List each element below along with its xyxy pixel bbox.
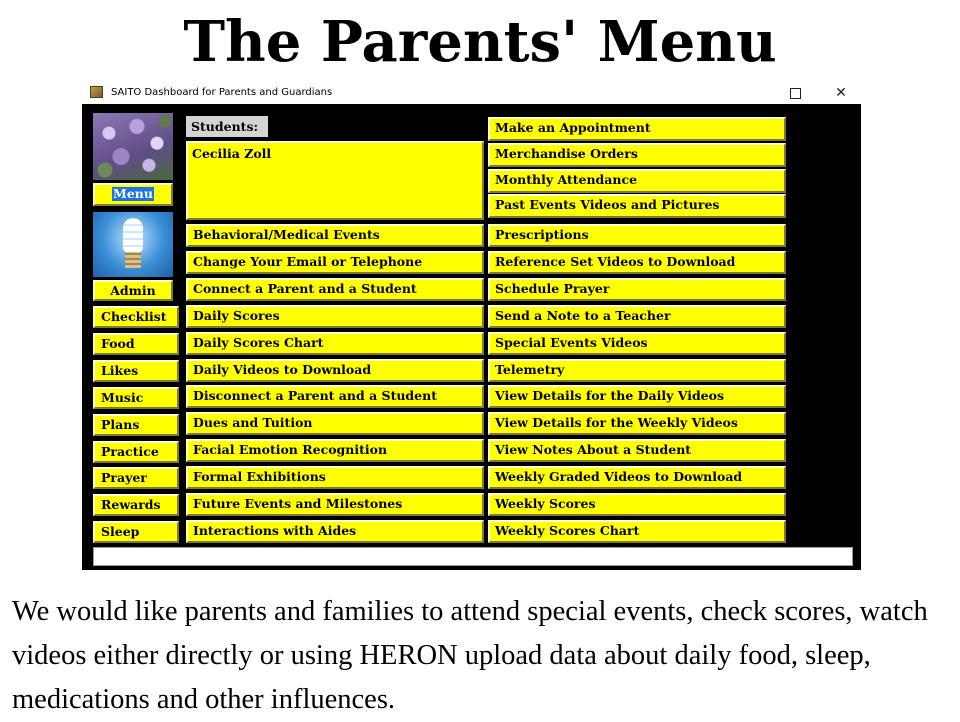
page-title: The Parents' Menu <box>183 9 777 75</box>
mid-disconnect-a-parent-and-a-student-button[interactable]: Disconnect a Parent and a Student <box>186 385 484 408</box>
top-monthly-attendance-button[interactable]: Monthly Attendance <box>488 169 786 193</box>
right-reference-set-videos-to-download-button[interactable]: Reference Set Videos to Download <box>488 251 786 274</box>
right-weekly-scores-chart-button[interactable]: Weekly Scores Chart <box>488 520 786 543</box>
right-view-notes-about-a-student-button[interactable]: View Notes About a Student <box>488 439 786 462</box>
mid-interactions-with-aides-button[interactable]: Interactions with Aides <box>186 520 484 543</box>
status-input[interactable] <box>93 547 853 566</box>
bulb-glass <box>123 218 143 252</box>
left-food-button[interactable]: Food <box>93 333 179 355</box>
right-view-details-for-the-daily-videos-button[interactable]: View Details for the Daily Videos <box>488 385 786 408</box>
student-listbox[interactable] <box>186 141 484 220</box>
left-plans-button[interactable]: Plans <box>93 414 179 436</box>
left-music-button[interactable]: Music <box>93 387 179 409</box>
right-telemetry-button[interactable]: Telemetry <box>488 359 786 382</box>
lightbulb-icon[interactable] <box>93 212 173 277</box>
student-item[interactable]: Cecilia Zoll <box>192 146 272 161</box>
bulb-base <box>125 252 141 268</box>
right-view-details-for-the-weekly-videos-button[interactable]: View Details for the Weekly Videos <box>488 412 786 435</box>
admin-button[interactable]: Admin <box>93 280 173 301</box>
right-weekly-graded-videos-to-download-button[interactable]: Weekly Graded Videos to Download <box>488 466 786 489</box>
right-weekly-scores-button[interactable]: Weekly Scores <box>488 493 786 516</box>
app-window <box>82 82 861 570</box>
top-merchandise-orders-button[interactable]: Merchandise Orders <box>488 143 786 167</box>
maximize-icon <box>790 88 801 99</box>
app-icon <box>90 86 103 98</box>
mid-daily-scores-button[interactable]: Daily Scores <box>186 305 484 328</box>
mid-future-events-and-milestones-button[interactable]: Future Events and Milestones <box>186 493 484 516</box>
left-likes-button[interactable]: Likes <box>93 360 179 382</box>
window-title: SAITO Dashboard for Parents and Guardians <box>111 87 333 98</box>
left-checklist-button[interactable]: Checklist <box>93 306 179 328</box>
left-rewards-button[interactable]: Rewards <box>93 494 179 516</box>
caption-text: We would like parents and families to attend special events, check scores, watch videos either directly or using HERON upload data about daily food, sleep, medications and other influences. <box>12 596 928 715</box>
menu-button[interactable] <box>93 183 173 206</box>
mid-daily-scores-chart-button[interactable]: Daily Scores Chart <box>186 332 484 355</box>
left-sleep-button[interactable]: Sleep <box>93 521 179 543</box>
left-practice-button[interactable]: Practice <box>93 441 179 463</box>
close-button[interactable] <box>819 82 863 104</box>
window-titlebar <box>82 82 861 104</box>
top-make-an-appointment-button[interactable]: Make an Appointment <box>488 117 786 141</box>
right-send-a-note-to-a-teacher-button[interactable]: Send a Note to a Teacher <box>488 305 786 328</box>
menu-button-label: Menu <box>113 186 153 201</box>
right-schedule-prayer-button[interactable]: Schedule Prayer <box>488 278 786 301</box>
close-icon: ✕ <box>835 85 847 101</box>
mid-dues-and-tuition-button[interactable]: Dues and Tuition <box>186 412 484 435</box>
top-past-events-videos-and-pictures-button[interactable]: Past Events Videos and Pictures <box>488 194 786 218</box>
mid-behavioral-medical-events-button[interactable]: Behavioral/Medical Events <box>186 224 484 247</box>
mid-change-your-email-or-telephone-button[interactable]: Change Your Email or Telephone <box>186 251 484 274</box>
flower-photo <box>93 113 173 180</box>
mid-connect-a-parent-and-a-student-button[interactable]: Connect a Parent and a Student <box>186 278 484 301</box>
mid-facial-emotion-recognition-button[interactable]: Facial Emotion Recognition <box>186 439 484 462</box>
students-label: Students: <box>186 116 268 137</box>
right-special-events-videos-button[interactable]: Special Events Videos <box>488 332 786 355</box>
maximize-button[interactable] <box>773 82 817 104</box>
left-prayer-button[interactable]: Prayer <box>93 467 179 489</box>
mid-daily-videos-to-download-button[interactable]: Daily Videos to Download <box>186 359 484 382</box>
mid-formal-exhibitions-button[interactable]: Formal Exhibitions <box>186 466 484 489</box>
right-prescriptions-button[interactable]: Prescriptions <box>488 224 786 247</box>
